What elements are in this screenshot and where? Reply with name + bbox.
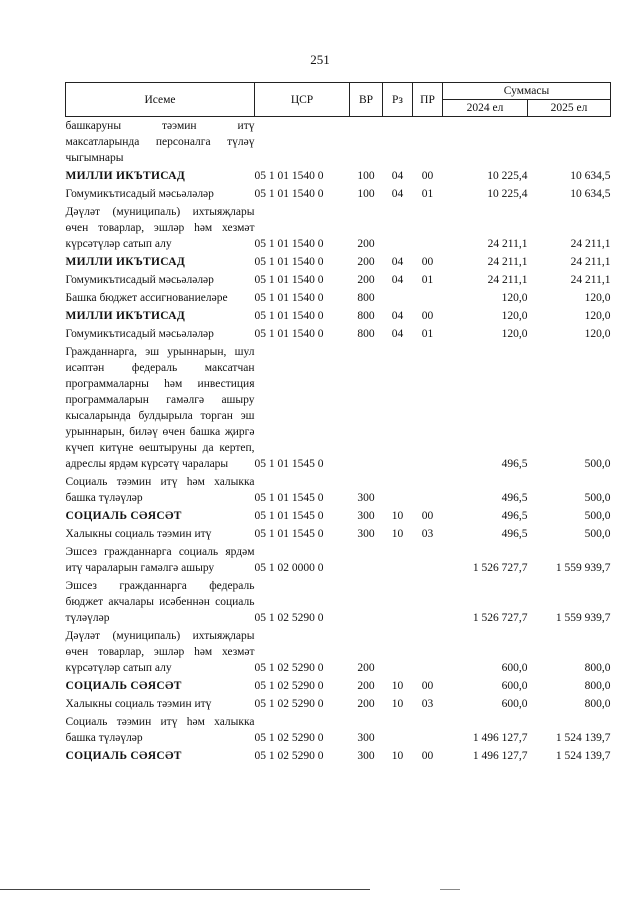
row-value-2025: 1 524 139,7 xyxy=(555,750,611,762)
row-value-2024: 10 225,4 xyxy=(487,170,528,182)
row-value-2025: 10 634,5 xyxy=(570,188,611,200)
row-csr: 05 1 01 1540 0 xyxy=(254,170,324,182)
row-value-2024 xyxy=(443,117,528,168)
row-name: Социаль тәэмин итү һәм халыкка башка түләүләр xyxy=(65,476,255,504)
row-name: башкаруны тәэмин итү максатларында персоналга түләү чыгымнары xyxy=(65,120,255,164)
row-value-2025: 24 211,1 xyxy=(570,238,611,250)
table-row xyxy=(66,203,611,253)
row-value-2024: 120,0 xyxy=(501,310,528,322)
row-value-2024: 1 526 727,7 xyxy=(472,562,528,574)
row-rz: 04 xyxy=(391,310,404,322)
row-rz xyxy=(383,627,413,677)
row-value-2025: 500,0 xyxy=(584,510,611,522)
row-csr: 05 1 02 5290 0 xyxy=(254,732,324,744)
row-rz: 04 xyxy=(391,328,404,340)
row-rz: 04 xyxy=(391,256,404,268)
row-csr: 05 1 01 1540 0 xyxy=(254,188,324,200)
row-name: Гомумикътисадый мәсьәләләр xyxy=(65,188,214,200)
row-csr: 05 1 02 5290 0 xyxy=(254,750,324,762)
row-name: МИЛЛИ ИКЪТИСАД xyxy=(65,170,186,182)
row-name: МИЛЛИ ИКЪТИСАД xyxy=(65,310,186,322)
header-rz: Рз xyxy=(383,83,413,117)
table-row xyxy=(66,289,611,307)
row-pr: 01 xyxy=(421,328,434,340)
row-rz: 10 xyxy=(391,750,404,762)
row-value-2025: 800,0 xyxy=(584,662,611,674)
header-pr: ПР xyxy=(413,83,443,117)
row-vr: 200 xyxy=(357,662,375,674)
row-name: СОЦИАЛЬ СӘЯСӘТ xyxy=(65,510,182,522)
page-number: 251 xyxy=(310,52,330,67)
row-csr: 05 1 02 5290 0 xyxy=(254,612,324,624)
row-vr: 200 xyxy=(357,680,375,692)
footer-rule-short xyxy=(440,889,460,890)
row-value-2025: 24 211,1 xyxy=(570,256,611,268)
row-vr: 800 xyxy=(357,328,375,340)
row-name: Эшсез гражданнарга федераль бюджет акчалары исәбеннән социаль түләүләр xyxy=(65,580,255,624)
row-rz xyxy=(383,713,413,747)
table-row xyxy=(66,343,611,473)
row-csr: 05 1 01 1540 0 xyxy=(254,274,324,286)
footer-rule xyxy=(0,889,370,890)
row-pr: 00 xyxy=(421,170,434,182)
row-value-2024: 1 496 127,7 xyxy=(472,732,528,744)
row-vr: 200 xyxy=(357,274,375,286)
row-csr: 05 1 01 1540 0 xyxy=(254,310,324,322)
row-rz: 04 xyxy=(391,170,404,182)
row-vr xyxy=(350,117,383,168)
row-value-2025: 800,0 xyxy=(584,698,611,710)
row-name: МИЛЛИ ИКЪТИСАД xyxy=(65,256,186,268)
row-pr xyxy=(413,577,443,627)
header-year-2024: 2024 ел xyxy=(443,100,528,117)
row-csr: 05 1 01 1540 0 xyxy=(254,256,324,268)
row-vr xyxy=(350,577,383,627)
row-pr: 00 xyxy=(421,310,434,322)
row-value-2025: 1 524 139,7 xyxy=(555,732,611,744)
row-value-2025: 500,0 xyxy=(584,492,611,504)
row-value-2025: 24 211,1 xyxy=(570,274,611,286)
table-body xyxy=(66,117,611,766)
budget-table xyxy=(65,82,611,765)
row-value-2024: 1 526 727,7 xyxy=(472,612,528,624)
row-name: СОЦИАЛЬ СӘЯСӘТ xyxy=(65,750,182,762)
row-name: Башка бюджет ассигнованиеләре xyxy=(65,292,228,304)
row-pr: 03 xyxy=(421,698,434,710)
row-csr: 05 1 01 1545 0 xyxy=(254,528,324,540)
row-pr xyxy=(413,289,443,307)
table-row xyxy=(66,627,611,677)
table-row xyxy=(66,525,611,543)
row-pr: 00 xyxy=(421,680,434,692)
row-vr: 300 xyxy=(357,732,375,744)
row-pr: 03 xyxy=(421,528,434,540)
row-name: Социаль тәэмин итү һәм халыкка башка түләүләр xyxy=(65,716,255,744)
row-value-2024: 600,0 xyxy=(501,698,528,710)
table-row xyxy=(66,167,611,185)
header-year-2025: 2025 ел xyxy=(528,100,611,117)
table-row xyxy=(66,253,611,271)
row-rz xyxy=(383,289,413,307)
row-name: Гомумикътисадый мәсьәләләр xyxy=(65,328,214,340)
row-value-2025: 500,0 xyxy=(584,528,611,540)
row-csr: 05 1 01 1540 0 xyxy=(254,292,324,304)
row-name: Гомумикътисадый мәсьәләләр xyxy=(65,274,214,286)
row-vr: 200 xyxy=(357,238,375,250)
row-value-2024: 496,5 xyxy=(501,528,528,540)
row-csr: 05 1 01 1545 0 xyxy=(254,492,324,504)
table-row xyxy=(66,325,611,343)
table-row xyxy=(66,577,611,627)
row-pr: 00 xyxy=(421,750,434,762)
row-name: Эшсез гражданнарга социаль ярдәм итү чараларын гамәлгә ашыру xyxy=(65,546,255,574)
row-vr xyxy=(350,543,383,577)
row-vr: 300 xyxy=(357,528,375,540)
row-rz: 04 xyxy=(391,274,404,286)
row-rz: 10 xyxy=(391,698,404,710)
row-name: Гражданнарга, эш урыннарын, шул исәптән федераль максатчан программаларны һәм инвестиция программаларын гамәлгә ашыру кысаларында булдырыла торган эш урыннарын, биләү өчен башка җиргә күчеп китүне өештыруны да кертеп, адреслы ярдәм күрсәтү чаралары xyxy=(65,346,255,470)
row-pr: 01 xyxy=(421,274,434,286)
row-value-2025: 1 559 939,7 xyxy=(555,612,611,624)
row-pr xyxy=(413,473,443,507)
row-vr xyxy=(350,343,383,473)
table-row xyxy=(66,117,611,168)
row-csr: 05 1 01 1545 0 xyxy=(254,510,324,522)
row-name: Дәүләт (муниципаль) ихтыяҗлары өчен товарлар, эшләр һәм хезмәт күрсәтүләр сатып алу xyxy=(65,206,255,250)
row-value-2024: 24 211,1 xyxy=(487,238,528,250)
row-pr: 00 xyxy=(421,510,434,522)
row-pr xyxy=(413,713,443,747)
row-value-2025 xyxy=(528,117,611,168)
row-value-2024: 24 211,1 xyxy=(487,274,528,286)
row-rz xyxy=(383,203,413,253)
row-value-2025: 120,0 xyxy=(584,292,611,304)
row-csr: 05 1 01 1540 0 xyxy=(254,238,324,250)
row-rz: 10 xyxy=(391,510,404,522)
row-pr xyxy=(413,343,443,473)
row-csr xyxy=(255,117,350,168)
row-csr: 05 1 02 5290 0 xyxy=(254,680,324,692)
table-row xyxy=(66,507,611,525)
row-name: Дәүләт (муниципаль) ихтыяҗлары өчен товарлар, эшләр һәм хезмәт күрсәтүләр сатып алу xyxy=(65,630,255,674)
row-rz: 10 xyxy=(391,528,404,540)
row-vr: 800 xyxy=(357,292,375,304)
row-csr: 05 1 02 0000 0 xyxy=(254,562,324,574)
row-value-2025: 10 634,5 xyxy=(570,170,611,182)
row-value-2024: 10 225,4 xyxy=(487,188,528,200)
row-rz: 10 xyxy=(391,680,404,692)
row-value-2025: 120,0 xyxy=(584,328,611,340)
row-rz xyxy=(383,543,413,577)
row-pr xyxy=(413,543,443,577)
row-value-2025: 1 559 939,7 xyxy=(555,562,611,574)
table-row xyxy=(66,543,611,577)
row-value-2024: 496,5 xyxy=(501,492,528,504)
row-rz xyxy=(383,473,413,507)
table-row xyxy=(66,473,611,507)
row-name: Халыкны социаль тәэмин итү xyxy=(65,698,212,710)
row-name: СОЦИАЛЬ СӘЯСӘТ xyxy=(65,680,182,692)
table-row xyxy=(66,747,611,765)
row-value-2024: 120,0 xyxy=(501,328,528,340)
header-vr: ВР xyxy=(350,83,383,117)
table-row xyxy=(66,185,611,203)
row-value-2025: 120,0 xyxy=(584,310,611,322)
row-csr: 05 1 02 5290 0 xyxy=(254,662,324,674)
table-row xyxy=(66,677,611,695)
row-value-2024: 1 496 127,7 xyxy=(472,750,528,762)
row-vr: 100 xyxy=(357,188,375,200)
row-vr: 300 xyxy=(357,492,375,504)
row-vr: 300 xyxy=(357,510,375,522)
row-rz: 04 xyxy=(391,188,404,200)
row-pr xyxy=(413,117,443,168)
row-csr: 05 1 02 5290 0 xyxy=(254,698,324,710)
row-pr: 00 xyxy=(421,256,434,268)
header-csr: ЦСР xyxy=(255,83,350,117)
header-name: Исеме xyxy=(66,83,255,117)
row-value-2025: 500,0 xyxy=(584,458,611,470)
row-value-2024: 600,0 xyxy=(501,662,528,674)
row-value-2024: 120,0 xyxy=(501,292,528,304)
row-pr xyxy=(413,627,443,677)
row-vr: 100 xyxy=(357,170,375,182)
row-value-2024: 600,0 xyxy=(501,680,528,692)
row-rz xyxy=(383,343,413,473)
row-rz xyxy=(383,577,413,627)
row-csr: 05 1 01 1545 0 xyxy=(254,458,324,470)
row-vr: 300 xyxy=(357,750,375,762)
row-value-2024: 496,5 xyxy=(501,458,528,470)
row-value-2024: 496,5 xyxy=(501,510,528,522)
row-rz xyxy=(383,117,413,168)
row-value-2024: 24 211,1 xyxy=(487,256,528,268)
table-row xyxy=(66,695,611,713)
table-row xyxy=(66,713,611,747)
row-name: Халыкны социаль тәэмин итү xyxy=(65,528,212,540)
row-pr xyxy=(413,203,443,253)
row-csr: 05 1 01 1540 0 xyxy=(254,328,324,340)
row-vr: 200 xyxy=(357,698,375,710)
row-vr: 200 xyxy=(357,256,375,268)
table-row xyxy=(66,271,611,289)
row-pr: 01 xyxy=(421,188,434,200)
table-row xyxy=(66,307,611,325)
row-value-2025: 800,0 xyxy=(584,680,611,692)
row-vr: 800 xyxy=(357,310,375,322)
header-sums: Суммасы xyxy=(443,83,611,100)
